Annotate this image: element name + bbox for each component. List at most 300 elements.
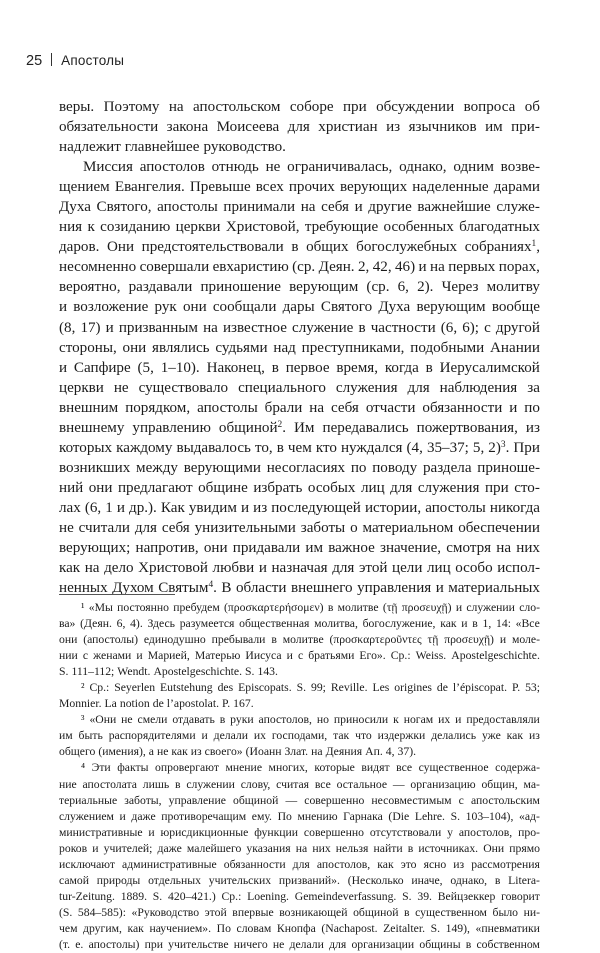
footnote-word: апостолов,: [258, 713, 312, 727]
body-text-word: обеспечении: [458, 519, 540, 536]
footnote-word: братьями: [308, 649, 355, 663]
body-text-word: Святого: [320, 299, 373, 316]
body-text-word: лиц: [360, 479, 385, 496]
body-text-line: [59, 338, 540, 358]
header-separator: [51, 53, 52, 66]
footnote-word: с: [458, 793, 464, 807]
body-text-word: 5,: [472, 439, 485, 456]
footnote-word: προσευχῇ): [401, 601, 452, 614]
footnote-word: —: [392, 777, 405, 791]
footnote-word: 149),: [445, 921, 470, 935]
footnote-word: Его».: [359, 649, 386, 663]
footnote-word: приносили: [333, 713, 389, 727]
body-text-word: Евангелия.: [114, 179, 185, 196]
body-text-word: (4,: [406, 439, 423, 456]
footnote-word: По: [216, 921, 231, 935]
body-text-word: материальном: [362, 519, 454, 536]
footnote-word: Они: [483, 841, 505, 855]
footnote-word: La: [104, 697, 117, 711]
footnote-word: даже: [131, 809, 156, 823]
footnote-word: Apostelgeschichte.: [451, 649, 540, 663]
footnote-word: опровергают: [155, 761, 219, 775]
body-text-word: Наконец,: [206, 359, 265, 376]
footnote-word: противоречащим: [161, 809, 247, 823]
body-text-word: поводу: [372, 459, 418, 476]
body-text-word: и: [354, 199, 363, 216]
footnote-word: издержки: [377, 729, 426, 743]
footnote-word: в: [271, 633, 277, 647]
footnote-word: «Они: [89, 713, 117, 727]
footnote-word: Les: [372, 681, 390, 695]
footnote-word: Ср.:: [221, 889, 242, 903]
body-text-word: не: [59, 519, 74, 536]
body-text-word: Как: [160, 499, 185, 516]
body-text-word: верующих: [339, 179, 408, 196]
footnote-word: богослужение,: [362, 617, 436, 631]
footnote-word: Lehre.: [414, 809, 445, 823]
body-text-word: на: [309, 399, 325, 416]
body-text-word: и: [116, 499, 125, 516]
body-text-word: призванным: [118, 319, 198, 336]
footnote-word: «Руководство: [131, 905, 200, 919]
footnote-word: общиной: [232, 793, 279, 807]
footnote-word: мнению: [297, 809, 338, 823]
body-text-word: когда: [384, 359, 419, 376]
body-text-word: благодатных: [459, 219, 540, 236]
body-text-word: (6,: [84, 499, 102, 516]
body-text-word: возве-: [500, 159, 540, 176]
body-text-word: них: [516, 540, 540, 557]
footnote-word: Эти: [91, 761, 111, 775]
footnote-word: 1889.: [120, 889, 147, 903]
body-text-word: в: [276, 439, 284, 456]
body-text-word: пожертвования,: [416, 419, 518, 436]
footnote-word: служении: [466, 601, 515, 614]
footnote-word: и: [148, 825, 155, 839]
body-text-word: частности: [370, 319, 436, 336]
body-text-word: брали: [264, 399, 303, 416]
footnote-word: S.: [152, 889, 163, 903]
footnote-word: апостольским: [470, 793, 540, 807]
body-text-word: даров.: [59, 239, 100, 256]
footnote-word: функции: [254, 825, 299, 839]
page-number: 25: [26, 53, 43, 69]
body-text-word: при-: [511, 119, 540, 136]
footnote-word: общиной: [353, 905, 399, 919]
body-text-word: внешним: [59, 399, 119, 416]
body-text-word: для: [134, 519, 157, 536]
footnote-word: источниках.: [418, 841, 479, 855]
footnote-word: и: [119, 809, 126, 823]
footnote-word: Seyerlen: [114, 681, 156, 695]
body-text-word: области: [235, 580, 287, 597]
footnote-word: говорит: [501, 889, 540, 903]
body-text-word: Миссия: [83, 159, 133, 176]
body-text-line: [59, 237, 540, 257]
footnote-word: и: [455, 713, 462, 727]
body-text-word: принимали: [223, 199, 296, 216]
body-text-word: дело: [104, 560, 134, 577]
body-text-word: то,: [254, 439, 273, 456]
body-text-word: и: [435, 580, 444, 597]
footnote-word: «Мы: [88, 601, 113, 614]
body-text-word: При: [513, 439, 540, 456]
body-text-word: возникших: [59, 459, 131, 476]
body-text-word: за: [527, 379, 540, 396]
footnote-word: как: [440, 617, 457, 631]
footnote-word: notion: [119, 697, 150, 711]
footnote-word: ние: [59, 777, 77, 791]
body-text-word: наделенные: [412, 179, 489, 196]
body-text-word: общих: [306, 239, 349, 256]
footnote-word: Gemeindeverfassung.: [294, 889, 397, 903]
body-text-word: апостолы: [197, 399, 258, 416]
footnote-word: к: [393, 713, 399, 727]
body-text-word: важнейшие: [417, 199, 491, 216]
footnote-word: Monnier.: [59, 697, 102, 711]
footnote-word: которые: [314, 761, 355, 775]
body-text-word: никогда: [489, 499, 540, 516]
footnote-word: этой: [204, 905, 227, 919]
body-text-word: время,: [336, 359, 378, 376]
main-text: [59, 97, 540, 598]
footnote-word: τῇ: [427, 633, 439, 647]
footnote-word: Марией,: [147, 649, 190, 663]
footnote-word: S.: [450, 809, 461, 823]
footnote-word: и: [92, 841, 99, 855]
footnote-word: нельзя: [335, 841, 369, 855]
body-text-word: себя: [331, 399, 359, 416]
body-text-word: из: [525, 419, 540, 436]
body-text-word: совершали: [139, 259, 210, 276]
body-text-word: приношение: [200, 279, 281, 296]
footnote-word: ему.: [251, 809, 272, 823]
footnote-word: господами,: [271, 729, 328, 743]
footnote-word: апостолата: [82, 777, 137, 791]
footnote-word: все: [314, 777, 331, 791]
footnote-word: быть: [78, 729, 103, 743]
body-text-word: Христовой: [138, 560, 208, 577]
footnote-line: [59, 712, 540, 728]
body-text-word: другие: [368, 199, 412, 216]
body-text-word: назначая: [271, 560, 328, 577]
body-text-word: считали: [78, 519, 130, 536]
body-text-line: [59, 277, 540, 297]
body-text-word: цели: [392, 560, 423, 577]
footnote-rule: [59, 594, 175, 595]
body-text-word: обязанности: [422, 399, 503, 416]
body-text-word: служе-: [496, 199, 540, 216]
footnote-word: S.: [430, 921, 441, 935]
footnote-word: однако,: [450, 873, 488, 887]
footnote-word: 4).: [130, 617, 143, 631]
footnote-word: учительстве: [168, 937, 229, 951]
body-text-word: на: [168, 99, 184, 115]
footnote-word: для: [329, 937, 347, 951]
body-text-word: в: [358, 319, 366, 336]
body-text-word: и: [59, 299, 68, 316]
footnote-word: общины: [419, 937, 461, 951]
footnote-word: —: [285, 793, 298, 807]
body-text-word: закона: [166, 119, 209, 136]
body-text-word: церкви: [175, 219, 221, 236]
footnote-word: смели: [137, 713, 168, 727]
footnote-word: отдавать: [172, 713, 215, 727]
body-text-word: по: [350, 459, 367, 476]
footnote-word: Вейцзеккер: [437, 889, 496, 903]
footnote-word: ¹: [81, 601, 85, 614]
body-text-word: как: [59, 560, 81, 577]
running-head: [26, 52, 124, 70]
body-text-word: из: [386, 119, 401, 136]
body-text-word: чем: [287, 439, 312, 456]
body-text-word: молитву: [486, 279, 540, 296]
footnote-word: Apostelgeschichte.: [153, 665, 243, 679]
footnote-word: было: [492, 905, 519, 919]
footnote-word: из: [453, 857, 465, 871]
body-text-word: из: [253, 499, 268, 516]
body-text-word: 2,: [357, 259, 370, 276]
footnote-word: у: [447, 825, 453, 839]
body-text-word: передавались: [322, 419, 409, 436]
footnote-line: [59, 921, 540, 937]
body-text-word: служения: [335, 379, 398, 396]
body-text-word: верующим: [289, 279, 359, 296]
body-text-word: ограничивалась,: [287, 159, 393, 176]
footnote-word: отдельных: [148, 873, 201, 887]
body-text-word: о: [350, 519, 358, 536]
body-text-word: (ср.: [292, 259, 316, 276]
footnote-word: S.: [245, 665, 255, 679]
body-text-word: Христовой,: [225, 219, 300, 236]
footnote-word: все: [396, 761, 413, 775]
body-text-word: стороны,: [59, 339, 117, 356]
body-text-word: Им: [294, 419, 315, 436]
body-text-word: Сапфире: [73, 359, 131, 376]
footnote-word: делали: [289, 937, 324, 951]
footnote-word: ни-: [523, 905, 540, 919]
footnote-word: найти: [373, 841, 403, 855]
body-text-word: выдавалось: [176, 439, 251, 456]
footnote-line: [59, 632, 540, 648]
body-text-word: апостолы: [425, 499, 486, 516]
body-text-word: 1–10).: [160, 359, 200, 376]
footnote-word: им: [59, 729, 73, 743]
body-text-word: особых: [307, 479, 356, 496]
footnote-word: ва»: [59, 617, 76, 631]
body-text-word: для: [390, 479, 413, 496]
body-text-word: (ср.: [366, 279, 390, 296]
body-text-word: при: [484, 479, 509, 496]
body-text-word: общиной$^2$.: [218, 419, 287, 436]
footnote-line: [59, 889, 540, 905]
footnote-word: tur-Zeitung.: [59, 889, 115, 903]
body-text-line: [59, 578, 540, 598]
body-text-word: испол-: [497, 560, 540, 577]
body-text-word: однако,: [399, 159, 447, 176]
body-text-word: которых: [59, 439, 113, 456]
footnote-word: другим,: [83, 921, 122, 935]
body-text-word: (8,: [59, 319, 76, 336]
body-text-word: богослужебных: [356, 239, 458, 256]
body-text-word: (6,: [440, 319, 458, 336]
footnote-word: что: [355, 729, 372, 743]
footnote-word: е.: [75, 937, 84, 951]
footnote-word: как: [506, 729, 524, 743]
body-text-word: 17): [80, 319, 101, 336]
footnote-word: ясно: [423, 857, 447, 871]
footnote-line: [59, 744, 540, 760]
body-text-line: [59, 257, 540, 277]
body-text-word: дары: [282, 299, 315, 316]
body-text-word: апостолов: [139, 159, 205, 176]
body-text-word: Духом: [112, 580, 154, 597]
body-text-word: Святого,: [96, 199, 152, 216]
footnote-word: Деяния: [325, 745, 363, 759]
footnote-word: как: [171, 745, 188, 759]
footnote-word: ничего: [233, 937, 268, 951]
body-text-line: [59, 157, 540, 177]
body-text-word: Через: [441, 279, 479, 296]
body-text-word: наблюдения: [439, 379, 518, 396]
footnote-marker: 3: [500, 439, 506, 450]
body-text-word: и: [240, 499, 250, 516]
body-text-word: себя: [161, 519, 190, 536]
footnote-marker: 4: [208, 579, 214, 590]
footnote-word: руки: [230, 713, 254, 727]
footnote-word: но: [316, 713, 329, 727]
footnote-line: [59, 873, 540, 889]
footnote-word: 14:: [496, 617, 511, 631]
footnote-word: Матерью: [194, 649, 241, 663]
footnote-word: 111–112;: [71, 665, 115, 679]
body-text-word: преступниками,: [301, 339, 405, 356]
footnote-word: и: [499, 633, 507, 647]
footnote-word: Кнопфа: [276, 921, 316, 935]
footnote-word: при: [144, 937, 163, 951]
body-text-word: себя: [321, 199, 349, 216]
footnote-word: малейшего: [186, 841, 242, 855]
body-text-word: апостолы: [157, 199, 218, 216]
body-text-word: веры.: [59, 99, 95, 115]
body-text-word: порядком,: [125, 399, 191, 416]
body-text-word: и: [509, 399, 518, 416]
footnote-word: их: [438, 713, 451, 727]
footnote-line: [59, 905, 540, 921]
body-text-line: [59, 438, 540, 458]
body-text-word: унизительными: [194, 519, 296, 536]
body-text-word: отчасти: [365, 399, 416, 416]
body-text-word: служения: [417, 479, 480, 496]
body-text-line: [59, 478, 540, 498]
footnote-word: общего: [59, 745, 96, 759]
footnote-word: Zeitalter.: [383, 921, 425, 935]
body-text-word: лах: [59, 499, 81, 516]
footnote-word: (S.: [59, 905, 73, 919]
body-text-word: верующим: [416, 299, 486, 316]
footnote-marker: 2: [277, 419, 283, 430]
body-text-word: Превыше: [189, 179, 251, 196]
body-text-word: Моисеева: [216, 119, 280, 136]
footnote-word: распорядителями: [108, 729, 196, 743]
footnote-word: прямо: [509, 841, 540, 855]
footnote-word: несовместимым: [371, 793, 452, 807]
body-text-word: избрать: [253, 479, 303, 496]
footnote-word: административные: [122, 857, 217, 871]
body-text-word: вообще: [491, 299, 540, 316]
footnote-word: S.: [59, 665, 69, 679]
footnote-word: учителей;: [103, 841, 153, 855]
body-text-word: существовало: [138, 379, 229, 396]
body-text-word: по: [524, 399, 540, 416]
footnote-word: 6,: [116, 617, 126, 631]
footnote-word: пребудем: [173, 601, 220, 614]
body-text-word: и: [105, 319, 114, 336]
footnote-word: Ср.:: [89, 681, 110, 695]
body-text-word: 35–37;: [426, 439, 469, 456]
footnote-word: молитве: [337, 601, 379, 614]
footnote-word: про-: [518, 825, 540, 839]
body-text-word: этой: [358, 560, 388, 577]
body-text-word: им: [305, 540, 324, 557]
body-text-word: придавали: [232, 540, 301, 557]
footnote-word: и: [461, 617, 468, 631]
footnote-word: учительских: [208, 873, 272, 887]
footnote-word: общин,: [481, 777, 518, 791]
footnote-word: остальное: [336, 777, 388, 791]
body-text-word: Святым$^4$.: [158, 579, 217, 597]
footnote-word: призваний».: [278, 873, 340, 887]
body-text-word: истории,: [364, 499, 422, 516]
footnote-word: как: [377, 857, 394, 871]
body-text-line: [59, 458, 540, 478]
footnote-word: ³: [81, 713, 85, 727]
footnote-word: иначе,: [411, 873, 443, 887]
body-text-word: созиданию: [100, 219, 171, 236]
body-text-word: несомненно: [59, 259, 137, 276]
body-text-line: [59, 518, 540, 538]
body-text-word: первых: [448, 259, 496, 276]
footnote-word: ⁴: [81, 761, 86, 775]
footnote-word: а: [148, 745, 154, 759]
footnote-word: Reville.: [330, 681, 368, 695]
footnote-word: Weiss.: [415, 649, 447, 663]
body-text-word: раздавали: [128, 279, 193, 296]
body-text-word: внешнему: [59, 419, 125, 436]
body-text-line: [59, 177, 540, 197]
body-text-word: руководство.: [203, 139, 286, 156]
body-text-word: для: [287, 119, 310, 136]
body-text-word: Они: [106, 239, 135, 256]
footnote-word: 37).: [397, 745, 417, 759]
body-text-word: 2).: [417, 279, 434, 296]
body-text-word: известное: [222, 319, 287, 336]
footnote-marker: 1: [531, 239, 537, 250]
body-text-word: они: [182, 299, 207, 316]
footnote-word: отсутствовали: [369, 825, 442, 839]
footnote-word: и: [136, 649, 143, 663]
body-text-word: они: [122, 339, 147, 356]
footnote-word: Ап.: [365, 745, 383, 759]
footnote-word: слову,: [240, 777, 271, 791]
body-text-word: Деян.: [318, 259, 355, 276]
footnote-word: заботы,: [124, 793, 162, 807]
body-text-word: возложение: [73, 299, 149, 316]
footnote-word: постоянно: [117, 601, 170, 614]
footnote-word: они: [59, 633, 78, 647]
body-text-word: им: [485, 119, 503, 136]
footnote-word: своего»: [204, 745, 243, 759]
